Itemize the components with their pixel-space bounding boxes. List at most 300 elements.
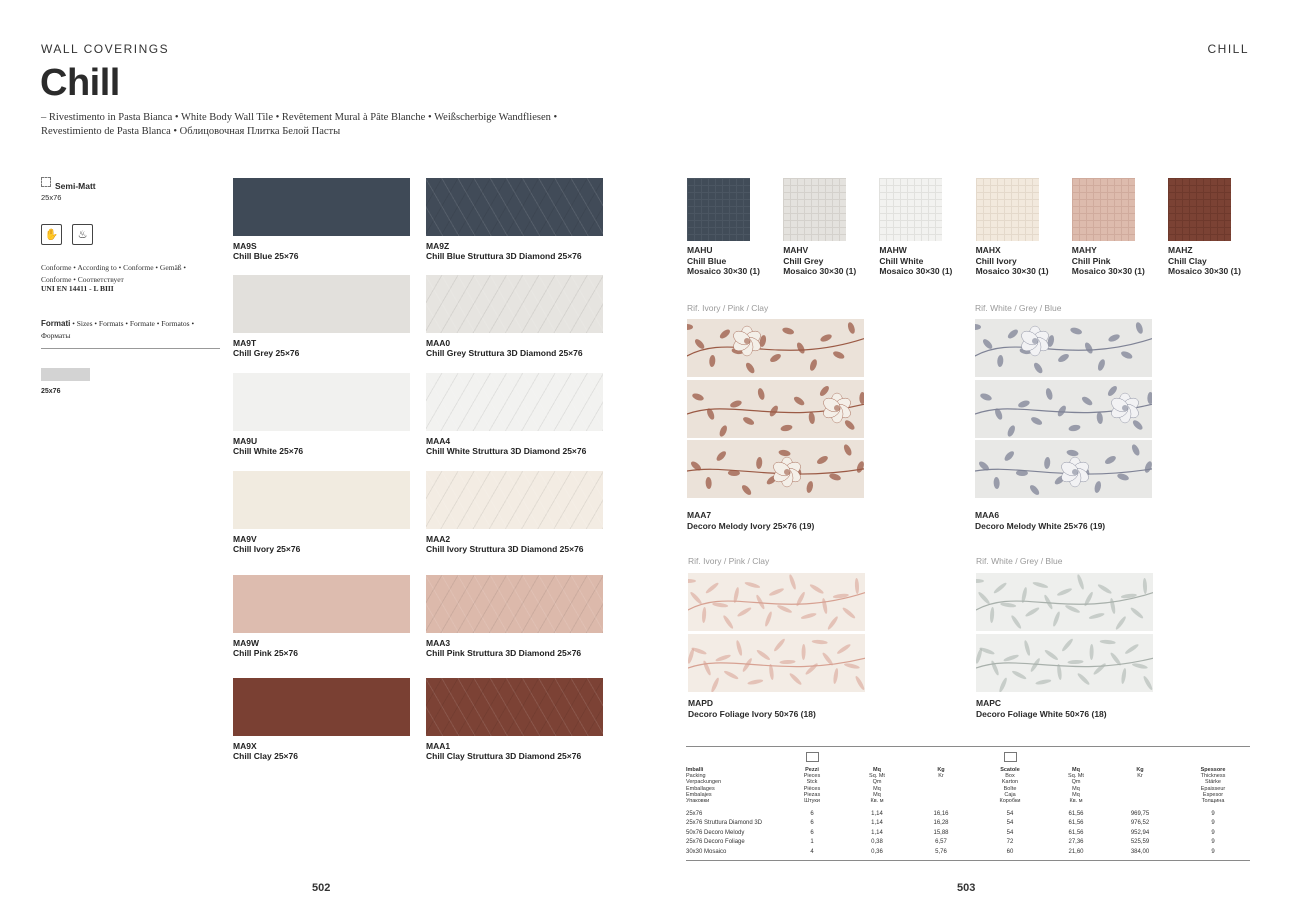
table-cell: 0,38 <box>871 839 883 846</box>
tile-code: MAA2 <box>426 534 451 544</box>
mosaic-label <box>1168 245 1258 277</box>
mosaic-swatch <box>1168 178 1231 241</box>
leaf <box>702 659 712 675</box>
tile-label <box>233 338 299 358</box>
leaf <box>793 395 806 407</box>
leaf <box>844 662 860 669</box>
leaf <box>1006 424 1016 437</box>
leaf <box>1097 358 1107 371</box>
tile-label <box>426 741 581 761</box>
leaf <box>1097 583 1113 595</box>
hand-icon: ✋ <box>41 224 62 245</box>
mosaic-label <box>1072 245 1162 277</box>
leaf <box>993 477 1000 489</box>
table-cell: 5,76 <box>935 848 947 855</box>
leaf <box>800 612 816 620</box>
leaf <box>1083 341 1094 354</box>
leaf <box>1030 415 1043 426</box>
column-header-line: Scatole <box>1000 767 1020 773</box>
leaf <box>1057 352 1070 363</box>
leaf <box>1000 602 1016 608</box>
collection-label: CHILL <box>1207 42 1249 56</box>
column-header-line: Piezas <box>803 791 821 798</box>
table-cell-format: 25x76 Decoro Foliage <box>686 839 745 846</box>
decor-panel <box>976 634 1153 692</box>
leaf <box>1052 611 1061 627</box>
leaf <box>842 443 853 456</box>
decor-panel <box>975 440 1152 498</box>
packing-label <box>686 767 721 804</box>
leaf <box>1028 484 1040 497</box>
tile-name: Chill Ivory 25×76 <box>233 544 301 554</box>
column-header-line: Qm <box>1071 779 1081 786</box>
packing-label-line: Verpackungen <box>686 779 722 786</box>
leaf <box>809 358 819 371</box>
leaf <box>769 352 782 363</box>
tile-code: MA9U <box>233 436 258 446</box>
decor-pattern <box>687 319 864 377</box>
leaf <box>854 675 865 691</box>
leaf <box>1044 648 1059 661</box>
leaf <box>976 579 984 583</box>
table-cell: 9 <box>1211 848 1215 855</box>
column-header <box>1193 767 1233 804</box>
page-number-right: 503 <box>957 882 976 894</box>
table-cell: 6,57 <box>935 839 947 846</box>
table-cell: 952,94 <box>1130 829 1150 836</box>
mosaic-name: Chill Ivory <box>975 255 1017 266</box>
leaf <box>1011 669 1027 680</box>
leaf <box>1056 587 1072 597</box>
decor-code: MAPD <box>688 698 714 708</box>
leaf <box>1006 328 1019 340</box>
leaf <box>990 607 995 623</box>
branch <box>976 657 1153 670</box>
column-header-line: Pieces <box>803 773 821 780</box>
decor-pattern <box>975 319 1152 377</box>
table-cell: 525,59 <box>1130 839 1150 846</box>
leaf <box>1120 350 1133 360</box>
tile-name: Chill Blue Struttura 3D Diamond 25×76 <box>426 251 582 261</box>
reference-colors: Rif. Ivory / Pink / Clay <box>688 556 770 566</box>
column-header-line: Qm <box>872 779 882 786</box>
leaf <box>1130 443 1141 456</box>
conformity-standard: UNI EN 14411 - L BIII <box>41 284 114 293</box>
flower-center <box>1032 338 1038 344</box>
table-cell: 0,36 <box>871 848 883 855</box>
leaf <box>689 591 703 605</box>
table-cell: 9 <box>1211 820 1215 827</box>
mosaic-size: Mosaico 30×30 (1) <box>975 266 1049 276</box>
column-header-line: Mq <box>1072 767 1080 773</box>
tile-swatch <box>426 575 603 633</box>
column-header-line: Mq <box>1072 785 1080 792</box>
table-cell: 9 <box>1211 839 1215 846</box>
leaf <box>1094 480 1103 493</box>
leaf <box>855 578 860 594</box>
tile-name: Chill Grey Struttura 3D Diamond 25×76 <box>426 348 583 358</box>
subtitle: – Rivestimento in Pasta Bianca • White Body Wall Tile • Revêtement Mural à Pâte Blanche • Weißscherbige Wandfliesen • Revestimiento de Pasta Blanca • Облицовочная Плитка Белой Пасты <box>41 112 558 137</box>
table-cell: 15,88 <box>933 829 949 836</box>
column-header-line: Sq. Mt <box>1068 773 1084 780</box>
leaf <box>812 639 828 644</box>
leaf <box>1064 604 1080 614</box>
fire-icon: ♨ <box>72 224 93 245</box>
table-cell-format: 50x76 Decoro Melody <box>686 829 745 836</box>
leaf <box>1142 675 1153 691</box>
leaf <box>1092 662 1107 676</box>
table-cell: 27,36 <box>1068 839 1084 846</box>
leaf <box>1121 667 1127 683</box>
leaf <box>1061 637 1074 652</box>
column-header-line: Mq <box>873 785 881 792</box>
finish-label: Semi-Matt <box>55 181 96 191</box>
packing-label-line: Imballi <box>686 767 704 773</box>
leaf <box>709 355 716 367</box>
tile-code: MAA3 <box>426 638 451 648</box>
mosaic-size: Mosaico 30×30 (1) <box>687 266 760 276</box>
leaf <box>975 324 981 330</box>
mosaic-name: Chill Grey <box>783 255 824 266</box>
column-header-line: Espesor <box>1202 791 1224 798</box>
divider <box>41 348 220 349</box>
leaf <box>773 637 786 652</box>
tile-label <box>426 241 582 261</box>
leaf <box>779 659 795 664</box>
leaf <box>998 676 1008 691</box>
mosaic-size: Mosaico 30×30 (1) <box>1071 266 1145 276</box>
mosaic-swatch <box>783 178 846 241</box>
leaf <box>979 392 992 402</box>
column-header-line: Caja <box>1004 791 1016 798</box>
tile-code: MA9W <box>233 638 259 648</box>
leaf <box>723 669 739 680</box>
decor-pattern <box>688 634 865 692</box>
leaf <box>768 404 779 417</box>
tile-swatch <box>426 678 603 736</box>
table-cell: 384,00 <box>1130 848 1150 855</box>
tile-swatch <box>426 373 603 431</box>
leaf <box>1076 672 1090 686</box>
column-header-line: Толщина <box>1201 798 1225 805</box>
decor-pattern <box>976 573 1153 631</box>
branch <box>688 657 865 670</box>
leaf <box>782 326 795 335</box>
mosaic-size: Mosaico 30×30 (1) <box>879 266 953 276</box>
leaf <box>818 384 830 397</box>
decor-name: Decoro Foliage Ivory 50×76 (18) <box>688 708 816 719</box>
column-header-line: Stck <box>806 779 818 786</box>
table-cell: 61,56 <box>1068 811 1084 817</box>
table-cell: 6 <box>810 820 814 827</box>
leaf <box>705 581 720 594</box>
table-cell: 4 <box>810 848 814 855</box>
table-top-rule <box>686 746 1250 747</box>
flower-center <box>784 469 790 475</box>
column-header-line: Pezzi <box>805 767 819 773</box>
leaf <box>1023 639 1031 655</box>
tile-swatch <box>233 373 410 431</box>
leaf <box>722 614 734 629</box>
leaf <box>1100 639 1116 644</box>
table-cell-format: 25x76 <box>686 811 703 817</box>
conformity-text: Conforme • According to • Conforme • Gemäß • Conforme • Соответствует <box>41 263 187 284</box>
column-header-line: Kg <box>937 767 945 773</box>
decor-label <box>976 698 1107 719</box>
decor-panel <box>688 573 865 631</box>
tile-swatch <box>426 275 603 333</box>
leaf <box>1045 387 1054 400</box>
leaf <box>1096 411 1103 424</box>
table-cell: 969,75 <box>1130 811 1150 817</box>
leaf <box>736 606 752 618</box>
leaf <box>1116 472 1129 481</box>
format-size: 25x76 <box>41 388 61 395</box>
mosaic-name: Chill Pink <box>1071 255 1111 266</box>
table-cell: 61,56 <box>1068 829 1084 836</box>
leaf <box>715 450 728 463</box>
leaf <box>993 581 1008 594</box>
branch <box>688 591 865 613</box>
leaf <box>1010 614 1022 629</box>
mosaic-swatch <box>1072 178 1135 241</box>
mosaic-name: Chill White <box>879 255 924 266</box>
leaf <box>997 355 1004 367</box>
column-header-line: Kr <box>938 773 944 780</box>
formats-heading <box>41 318 211 342</box>
table-cell: 21,60 <box>1068 848 1084 855</box>
tile-label <box>426 638 581 658</box>
flower-center <box>1122 405 1128 411</box>
leaf <box>1109 598 1116 614</box>
leaf <box>718 328 731 340</box>
leaf <box>1147 391 1152 403</box>
tile-name: Chill Pink Struttura 3D Diamond 25×76 <box>426 648 582 658</box>
tile-label <box>233 638 298 658</box>
leaf <box>809 583 825 595</box>
decor-name: Decoro Foliage White 50×76 (18) <box>976 708 1107 719</box>
decor-name: Decoro Melody White 25×76 (19) <box>975 520 1106 531</box>
leaf <box>808 411 815 424</box>
column-header-line: Sq. Mt <box>869 773 885 780</box>
decor-panel <box>975 319 1152 377</box>
mosaic-code: MAHU <box>687 245 713 255</box>
leaf <box>729 399 742 409</box>
leaf <box>1024 606 1040 618</box>
packing-label-line: Упаковки <box>686 798 710 805</box>
column-header-line: Mq <box>873 767 881 773</box>
leaf <box>687 324 693 330</box>
tile-name: Chill White 25×76 <box>233 446 304 456</box>
tile-label <box>233 534 300 554</box>
leaf <box>768 587 784 597</box>
formats-text: • Sizes • Formats • Formate • Formatos • Форматы <box>41 319 195 340</box>
tile-swatch <box>233 275 410 333</box>
leaf <box>819 333 832 343</box>
column-header <box>792 767 832 804</box>
decor-pattern <box>687 380 864 438</box>
piece-box-icon <box>806 752 819 762</box>
tile-name: Chill Pink 25×76 <box>233 648 298 658</box>
decor-panel <box>687 319 864 377</box>
leaf <box>744 361 756 374</box>
tile-name: Chill Ivory Struttura 3D Diamond 25×76 <box>426 544 584 554</box>
leaf <box>778 449 791 457</box>
table-cell: 1 <box>810 839 814 846</box>
semi-matt-icon <box>41 177 51 187</box>
leaf <box>1143 578 1148 594</box>
leaf <box>735 639 743 655</box>
leaf <box>990 659 1000 675</box>
table-cell: 16,16 <box>933 811 949 817</box>
mosaic-label <box>687 245 777 277</box>
tile-swatch <box>233 678 410 736</box>
leaf <box>788 574 797 590</box>
formats-label: Formati <box>41 319 71 328</box>
decor-pattern <box>976 634 1153 692</box>
decor-code: MAPC <box>976 698 1002 708</box>
leaf <box>804 662 819 676</box>
reference-colors: Rif. Ivory / Pink / Clay <box>687 303 769 313</box>
table-cell: 6 <box>810 811 814 817</box>
leaf <box>826 615 839 630</box>
mosaic-size: Mosaico 30×30 (1) <box>783 266 857 276</box>
tile-swatch <box>233 471 410 529</box>
leaf <box>710 676 720 691</box>
carton-box-icon <box>1004 752 1017 762</box>
column-header-line: Mq <box>873 791 881 798</box>
tile-name: Chill Clay 25×76 <box>233 751 298 761</box>
column-header <box>857 767 897 804</box>
decor-name: Decoro Melody Ivory 25×76 (19) <box>687 520 815 531</box>
decor-label <box>687 510 814 531</box>
mosaic-code: MAHZ <box>1168 245 1193 255</box>
column-header-line: Spessore <box>1200 767 1226 773</box>
flower-center <box>744 338 750 344</box>
leaf <box>1104 454 1117 465</box>
leaf <box>1143 460 1152 473</box>
decor-pattern <box>688 573 865 631</box>
leaf <box>1106 384 1118 397</box>
tile-label <box>233 241 298 261</box>
leaf <box>1124 642 1140 654</box>
leaf <box>1089 643 1093 659</box>
mosaic-swatch <box>687 178 750 241</box>
leaf <box>836 642 852 654</box>
column-header-line: Штуки <box>804 798 820 805</box>
mosaic-label <box>879 245 969 277</box>
leaf <box>977 591 991 605</box>
page-title: Chill <box>40 62 120 104</box>
tile-label <box>426 436 586 456</box>
tile-name: Chill Grey 25×76 <box>233 348 300 358</box>
leaf <box>705 477 712 489</box>
tile-label <box>233 741 298 761</box>
mosaic-label <box>783 245 873 277</box>
leaf <box>847 321 857 334</box>
reference-colors: Rif. White / Grey / Blue <box>976 556 1063 566</box>
column-header-line: Thickness <box>1200 773 1226 780</box>
tile-code: MA9T <box>233 338 257 348</box>
column-header <box>921 767 961 779</box>
tile-label <box>426 534 584 554</box>
leaf <box>816 454 829 465</box>
decor-pattern <box>975 440 1152 498</box>
page-number-left: 502 <box>312 882 331 894</box>
table-bottom-rule <box>686 860 1250 861</box>
leaf <box>780 423 793 431</box>
reference-colors: Rif. White / Grey / Blue <box>975 303 1062 313</box>
leaf <box>841 606 856 619</box>
leaf <box>806 480 815 493</box>
decor-panel <box>687 380 864 438</box>
leaf <box>1132 662 1148 669</box>
leaf <box>1129 606 1144 619</box>
mosaic-name: Chill Blue <box>687 255 727 266</box>
leaf <box>855 460 864 473</box>
leaf <box>1032 361 1044 374</box>
leaf <box>843 418 856 431</box>
tile-label <box>233 436 303 456</box>
leaf <box>702 607 707 623</box>
mosaic-name: Chill Clay <box>1168 255 1207 266</box>
column-header-line: Mq <box>1072 791 1080 798</box>
leaf <box>833 667 839 683</box>
tile-swatch <box>426 178 603 236</box>
mosaic-code: MAHY <box>1071 245 1097 255</box>
leaf <box>742 415 755 426</box>
leaf <box>795 341 806 354</box>
decor-pattern <box>975 380 1152 438</box>
decor-panel <box>688 634 865 692</box>
column-header-line: Коробки <box>999 798 1021 805</box>
leaf <box>740 484 752 497</box>
leaf <box>821 598 828 614</box>
table-cell: 16,28 <box>933 820 949 827</box>
leaf <box>715 653 731 662</box>
leaf <box>981 338 994 351</box>
leaf <box>859 391 864 403</box>
leaf <box>1070 326 1083 335</box>
leaf <box>744 581 760 589</box>
leaf <box>1076 574 1085 590</box>
mosaic-code: MAHW <box>879 245 907 255</box>
leaf <box>832 350 845 360</box>
decor-label <box>688 698 816 719</box>
leaf <box>1035 678 1051 685</box>
tile-code: MAA0 <box>426 338 451 348</box>
leaf <box>788 672 802 686</box>
tile-code: MA9S <box>233 241 257 251</box>
tile-label <box>426 338 583 358</box>
column-header-line: Karton <box>1001 779 1019 786</box>
tile-code: MA9V <box>233 534 257 544</box>
leaf <box>828 472 841 481</box>
column-header <box>1056 767 1096 804</box>
table-cell: 54 <box>1006 829 1014 836</box>
leaf <box>1068 423 1081 431</box>
column-header-line: Box <box>1005 773 1015 780</box>
leaf <box>691 392 704 402</box>
leaf <box>1003 450 1016 463</box>
table-cell: 6 <box>810 829 814 836</box>
column-header-line: Stärke <box>1205 779 1221 786</box>
leaf <box>757 387 766 400</box>
tile-code: MA9Z <box>426 241 450 251</box>
table-cell: 54 <box>1006 811 1014 817</box>
mosaic-size: Mosaico 30×30 (1) <box>1168 266 1241 276</box>
column-header-line: Kg <box>1136 767 1144 773</box>
